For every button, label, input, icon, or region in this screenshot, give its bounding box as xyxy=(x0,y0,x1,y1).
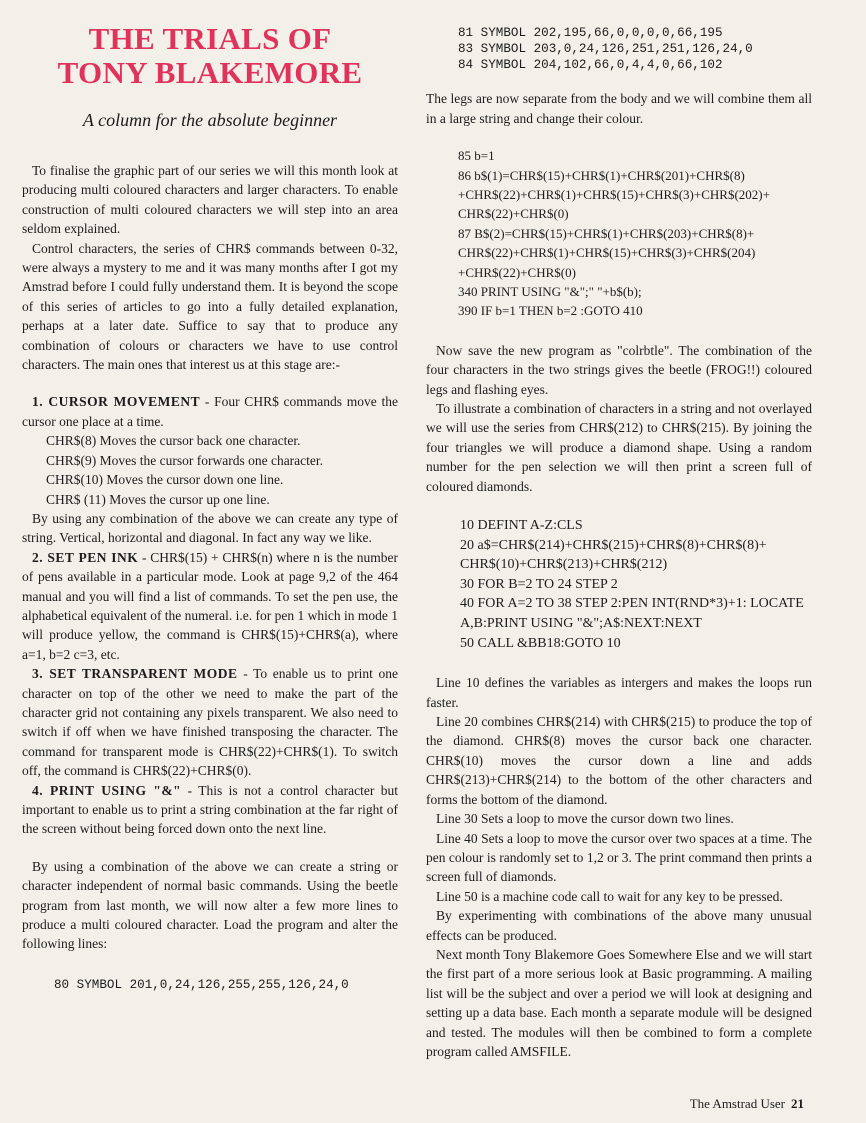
code-line: 20 a$=CHR$(214)+CHR$(215)+CHR$(8)+CHR$(8)+ CHR$(10)+CHR$(213)+CHR$(212) xyxy=(460,537,771,573)
code-line: 390 IF b=1 THEN b=2 :GOTO 410 xyxy=(458,303,643,319)
explanation-paragraph: By experimenting with combinations of the above many unusual effects can be produced. xyxy=(426,908,812,943)
intro-paragraph-2: Control characters, the series of CHR$ commands between 0-32, were always a mystery to me and it was many months after I got my Amstrad before I could fully understand them. It is beyond the scope of this series of articles to go into a fully detailed explanation, perhaps at a later date. Suffice to say that to produce any combination of colours or characters we have to use control characters. The main ones that interest us at this stage are:- xyxy=(22,240,398,373)
code-line: 80 SYMBOL 201,0,24,126,255,255,126,24,0 xyxy=(54,977,349,992)
list-item: CHR$ (11) Moves the cursor up one line. xyxy=(46,491,270,507)
explanation-paragraph: Line 40 Sets a loop to move the cursor over two spaces at a time. The pen colour is randomly set to 1,2 or 3. The print command then prints a screen full of diamonds. xyxy=(426,830,812,885)
explanation-paragraph: Line 10 defines the variables as intergers and makes the loops run faster. xyxy=(426,675,812,710)
program-listing-2 xyxy=(426,516,812,653)
intro-paragraph-1: To finalise the graphic part of our series we will this month look at producing multi coloured characters and larger characters. To enable construction of multi coloured characters we will step into an area seldom explained. xyxy=(22,163,398,237)
page-number: 21 xyxy=(791,1096,804,1111)
list-item: CHR$(8) Moves the cursor back one character. xyxy=(46,433,301,449)
section-heading: 4. PRINT USING "&" xyxy=(32,782,182,798)
save-paragraph: Now save the new program as "colrbtle". The combination of the four characters in the two strings gives the beetle (FROG!!) coloured legs and flashing eyes. xyxy=(426,342,812,397)
code-line: 83 SYMBOL 203,0,24,126,251,251,126,24,0 xyxy=(458,41,753,56)
illustrate-paragraph: To illustrate a combination of characters in a string and not overlayed we will use the series from CHR$(212) to CHR$(215). By joining the four triangles we will produce a diamond shape. Using a random number for the pen selection we will then print a screen full of coloured diamonds. xyxy=(426,401,812,494)
legs-paragraph: The legs are now separate from the body and we will combine them all in a large string and change their colour. xyxy=(426,91,812,126)
list-item: CHR$(9) Moves the cursor forwards one character. xyxy=(46,452,324,468)
explanation-paragraph: Line 50 is a machine code call to wait for any key to be pressed. xyxy=(436,888,783,904)
section-text: - Four CHR$ commands move the cursor one place at a time. xyxy=(22,394,398,429)
code-line: 81 SYMBOL 202,195,66,0,0,0,0,66,195 xyxy=(458,26,723,40)
code-line: 84 SYMBOL 204,102,66,0,4,4,0,66,102 xyxy=(458,57,723,72)
code-line: 50 CALL &BB18:GOTO 10 xyxy=(460,635,621,651)
symbol-code xyxy=(426,26,812,73)
section-text: - CHR$(15) + CHR$(n) where n is the number of pens available in a particular mode. Look at page 9,2 of the 464 manual and you will find a list of commands. To set the pen use, the alphabetical equivalent of the numeral. i.e. for pen 1 which in mode 1 will produce yellow, the command is CHR$(15)+CHR$(a), where a=1, b=2 c=3, etc. xyxy=(22,549,398,662)
code-line: 85 b=1 xyxy=(458,148,495,164)
article-title xyxy=(22,22,398,90)
code-line: 86 b$(1)=CHR$(15)+CHR$(1)+CHR$(201)+CHR$(8) +CHR$(22)+CHR$(1)+CHR$(15)+CHR$(3)+CHR$(202)+ CHR$(22)+CHR$(0) xyxy=(458,167,774,222)
section-heading: 1. CURSOR MOVEMENT xyxy=(32,394,201,410)
section-set-pen-ink xyxy=(22,548,398,664)
code-line: 40 FOR A=2 TO 38 STEP 2:PEN INT(RND*3)+1: LOCATE A,B:PRINT USING "&";A$:NEXT:NEXT xyxy=(460,596,807,632)
article-subtitle: A column for the absolute beginner xyxy=(82,110,338,130)
code-line: 10 DEFINT A-Z:CLS xyxy=(460,518,583,534)
left-column xyxy=(22,22,398,994)
list-item: CHR$(10) Moves the cursor down one line. xyxy=(46,472,284,488)
program-listing-1 xyxy=(426,146,812,321)
section-cursor-after: By using any combination of the above we can create any type of string. Vertical, horizontal and diagonal. In fact any way we like. xyxy=(22,510,398,546)
explanation-paragraph: Next month Tony Blakemore Goes Somewhere Else and we will start the first part of a more serious look at Basic programming. A mailing list will be the subject and over a period we will look at designing and setting up a data base. Each month a separate module will be designed and tested. The modules will then be combined to form a complete program called AMSFILE. xyxy=(426,946,812,1059)
right-column xyxy=(426,26,812,1061)
code-line: 87 B$(2)=CHR$(15)+CHR$(1)+CHR$(203)+CHR$(8)+ CHR$(22)+CHR$(1)+CHR$(15)+CHR$(3)+CHR$(204) +CHR$(22)+CHR$(0) xyxy=(458,225,759,280)
section-text: - This is not a control character but important to enable us to print a string combination at the far right of the screen without being forced down onto the next line. xyxy=(22,782,398,837)
code-line: 30 FOR B=2 TO 24 STEP 2 xyxy=(460,576,618,592)
page-footer xyxy=(690,1096,804,1112)
section-print-using xyxy=(22,781,398,839)
section-text: - To enable us to print one character on top of the other we need to make the part of the character grid not containing any pixels transparent. We also need to switch if off when we have finished transposing the character. The command for transparent mode is CHR$(22)+CHR$(1). To switch off, the command is CHR$(22)+CHR$(0). xyxy=(22,666,398,779)
explanation-paragraph: Line 20 combines CHR$(214) with CHR$(215) to produce the top of the diamond. CHR$(8) moves the cursor back one character. CHR$(10) moves the cursor down a line and adds CHR$(213)+CHR$(214) to the bottom of the other characters and forms the bottom of the diamond. xyxy=(426,714,812,807)
section-cursor-movement xyxy=(22,392,398,431)
title-line-1: THE TRIALS OF xyxy=(88,21,332,56)
section-transparent-mode xyxy=(22,664,398,780)
section-heading: 2. SET PEN INK xyxy=(32,549,139,565)
outro-paragraph: By using a combination of the above we can create a string or character independent of normal basic commands. Using the beetle program from last month, we will now alter a few more lines to produce a multi coloured character. Load the program and alter the following lines: xyxy=(22,858,398,952)
section-heading: 3. SET TRANSPARENT MODE xyxy=(32,666,238,682)
publication-name: The Amstrad User xyxy=(689,1096,785,1111)
title-line-2: TONY BLAKEMORE xyxy=(57,55,363,90)
code-line: 340 PRINT USING "&";" "+b$(b); xyxy=(458,284,642,300)
explanation-paragraph: Line 30 Sets a loop to move the cursor down two lines. xyxy=(436,811,734,827)
